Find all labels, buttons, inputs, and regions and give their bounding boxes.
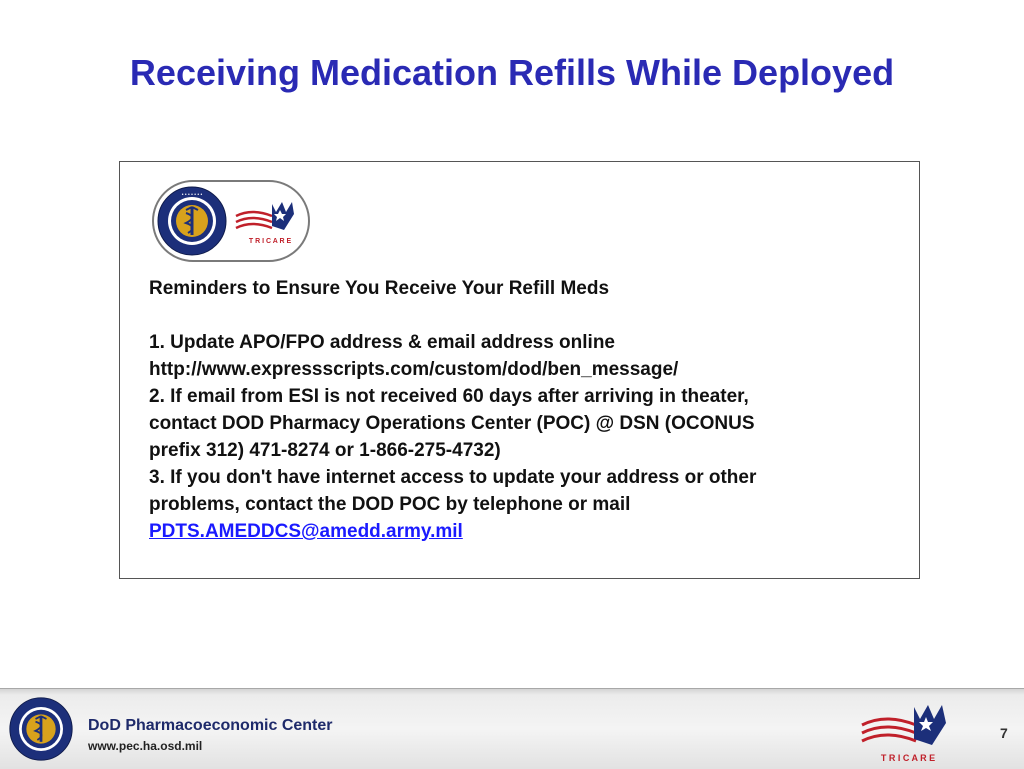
reminder-line-6: problems, contact the DOD POC by telephone or mail [149, 494, 631, 515]
footer-title: DoD Pharmacoeconomic Center [88, 717, 333, 734]
blank-line [149, 302, 899, 329]
reminder-line-1: 1. Update APO/FPO address & email address online [149, 332, 615, 353]
logo-badge [152, 180, 310, 262]
slide-title: Receiving Medication Refills While Deployed [129, 52, 895, 93]
email-link[interactable]: PDTS.AMEDDCS@amedd.army.mil [149, 521, 463, 542]
tricare-logo-icon [232, 196, 304, 248]
footer-tricare-text: T R I C A R E [880, 753, 936, 763]
reminder-line-5: 3. If you don't have internet access to update your address or other [149, 467, 757, 488]
pharmacoeconomic-seal-icon [156, 185, 228, 257]
footer-tricare-icon [858, 701, 960, 765]
footer-url: www.pec.ha.osd.mil [88, 739, 203, 753]
content-box [119, 161, 920, 579]
reminders-text [149, 275, 899, 545]
reminder-line-4: prefix 312) 471-8274 or 1-866-275-4732) [149, 440, 501, 461]
page-number: 7 [1000, 725, 1008, 741]
tricare-logo-text: T R I C A R E [248, 238, 292, 245]
reminders-heading: Reminders to Ensure You Receive Your Refill Meds [149, 278, 610, 299]
svg-text:• • • • • • •: • • • • • • • [181, 192, 203, 198]
reminder-line-2: 2. If email from ESI is not received 60 days after arriving in theater, [149, 386, 749, 407]
footer-bar [0, 688, 1024, 769]
reminder-line-3: contact DOD Pharmacy Operations Center (POC) @ DSN (OCONUS [149, 413, 755, 434]
reminder-url-line: http://www.expressscripts.com/custom/dod/ben_message/ [149, 359, 679, 380]
footer-seal-icon [8, 696, 74, 762]
